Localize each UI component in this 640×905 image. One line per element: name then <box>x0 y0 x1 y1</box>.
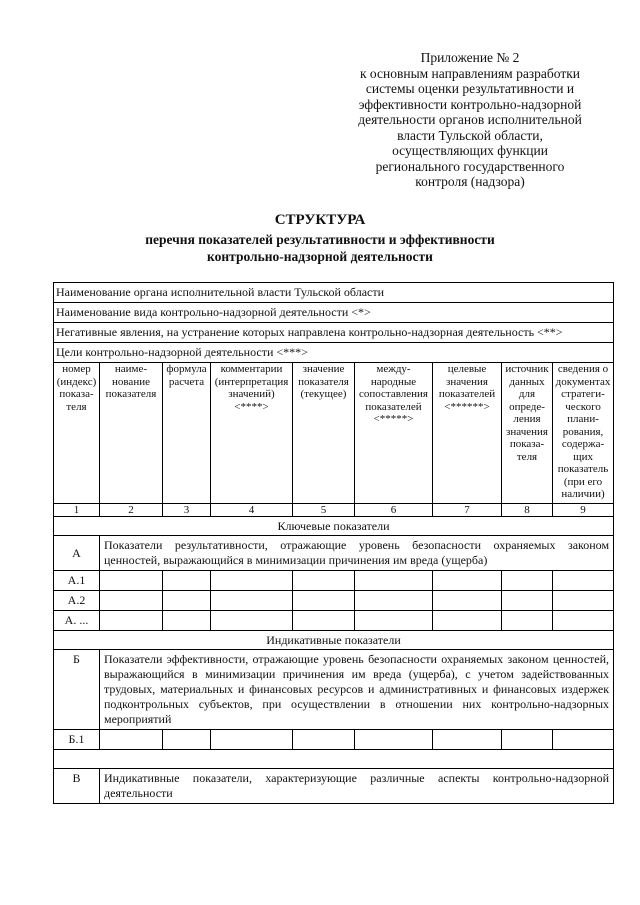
column-headers <box>54 363 614 504</box>
appendix-line: к основным направлениям разработки <box>359 65 581 81</box>
appendix-block <box>320 50 620 190</box>
column-header: между- народные сопоставления показателей <*****> <box>355 363 433 504</box>
column-number: 1 <box>54 504 100 517</box>
column-number: 9 <box>553 504 614 517</box>
info-row-activity-type: Наименование вида контрольно-надзорной деятельности <*> <box>54 303 614 323</box>
row-index: А.1 <box>54 571 100 591</box>
document-subtitle-line2: контрольно-надзорной деятельности <box>207 249 433 264</box>
appendix-line: контроля (надзора) <box>415 174 525 189</box>
table-row <box>54 730 614 750</box>
section-key-indicators: Ключевые показатели <box>54 517 614 536</box>
document-subtitle-line1: перечня показателей результативности и эффективности <box>145 232 495 247</box>
table-row <box>54 611 614 631</box>
info-row-goals: Цели контрольно-надзорной деятельности <***> <box>54 343 614 363</box>
column-header: целевые значения показателей <******> <box>433 363 502 504</box>
column-header: номер (индекс) показа- теля <box>54 363 100 504</box>
info-row-negative-phenomena: Негативные явления, на устранение которых направлена контрольно-надзорная деятельность <**> <box>54 323 614 343</box>
structure-table <box>53 282 614 804</box>
column-number: 4 <box>211 504 293 517</box>
section-indicative-indicators: Индикативные показатели <box>54 631 614 650</box>
appendix-line: регионального государственного <box>375 158 565 174</box>
row-index: Б.1 <box>54 730 100 750</box>
row-index: А.2 <box>54 591 100 611</box>
appendix-line: осуществляющих функции <box>392 143 548 158</box>
row-index: А. ... <box>54 611 100 631</box>
column-header: значение показателя (текущее) <box>293 363 355 504</box>
appendix-line: системы оценки результативности и <box>365 81 575 96</box>
empty-row <box>54 750 614 769</box>
group-v-description: Индикативные показатели, характеризующие различные аспекты контрольно-надзорной деятельности <box>100 769 614 804</box>
table-row <box>54 571 614 591</box>
appendix-line: власти Тульской области, <box>397 127 543 143</box>
column-header: наиме- нование показателя <box>100 363 163 504</box>
group-b-description: Показатели эффективности, отражающие уровень безопасности охраняемых законом ценностей, выражающийся в минимизации причинения им вреда (ущерба), с учетом задействованных трудовых, материальных и финансовых ресурсов и административных и финансовых издержек подконтрольных субъектов, при осуществлении в отношении них контрольно-надзорных мероприятий <box>100 650 614 730</box>
appendix-line: эффективности контрольно-надзорной <box>358 96 582 112</box>
group-a-label: А <box>54 536 100 571</box>
column-header: формула расчета <box>163 363 211 504</box>
column-number: 7 <box>433 504 502 517</box>
group-v-label: В <box>54 769 100 804</box>
column-header: источник данных для опреде- ления значения показа- теля <box>502 363 553 504</box>
appendix-line: Приложение № 2 <box>420 50 520 65</box>
column-header: сведения о документах стратеги- ческого плани- рования, содержа- щих показатель (при его наличии) <box>553 363 614 504</box>
column-number: 3 <box>163 504 211 517</box>
column-number: 8 <box>502 504 553 517</box>
info-row-authority: Наименование органа исполнительной власти Тульской области <box>54 283 614 303</box>
group-a-description: Показатели результативности, отражающие уровень безопасности охраняемых законом ценностей, выражающийся в минимизации причинения им вреда (ущерба) <box>100 536 614 571</box>
column-number: 6 <box>355 504 433 517</box>
group-b-label: Б <box>54 650 100 730</box>
column-number: 2 <box>100 504 163 517</box>
column-number: 5 <box>293 504 355 517</box>
column-header: комментарии (интерпретация значений) <****> <box>211 363 293 504</box>
document-title: СТРУКТУРА <box>274 212 366 228</box>
column-numbers <box>54 504 614 517</box>
table-row <box>54 591 614 611</box>
appendix-line: деятельности органов исполнительной <box>358 112 582 127</box>
